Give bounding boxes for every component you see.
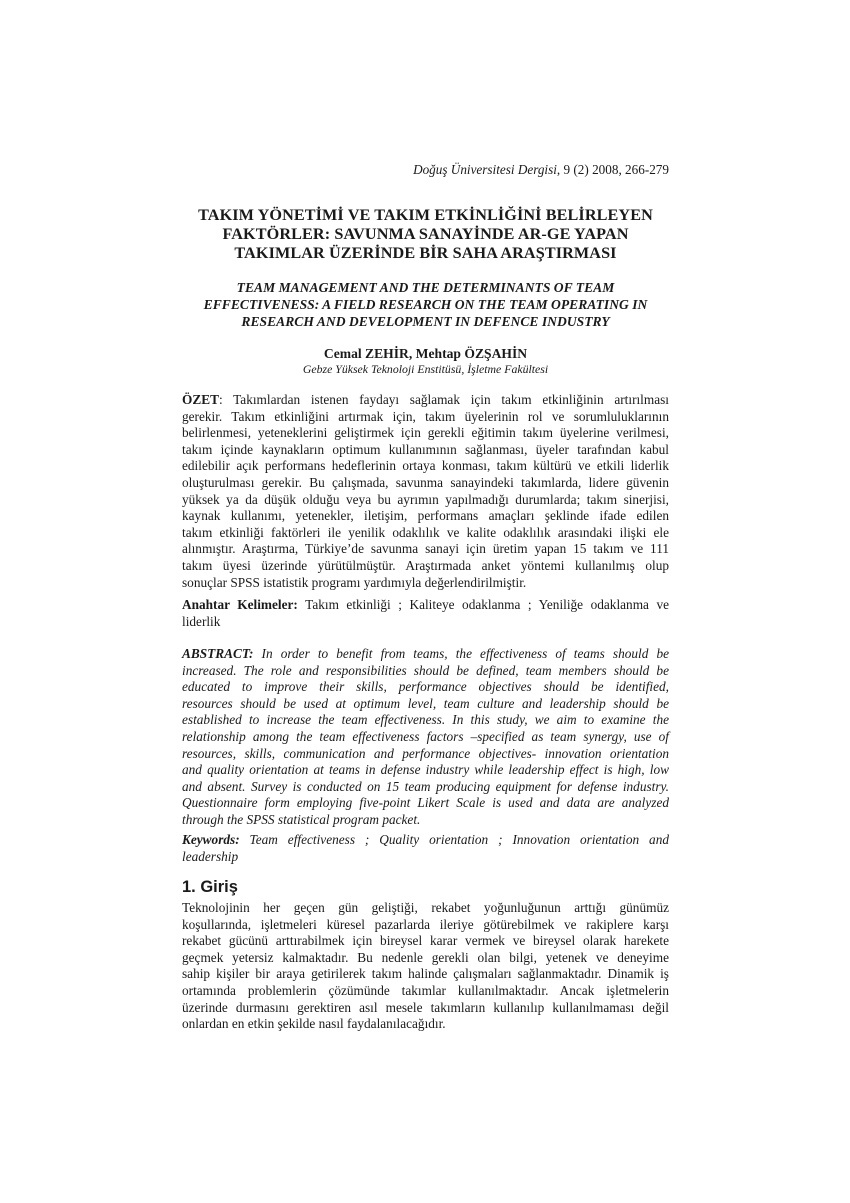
journal-header <box>413 162 669 178</box>
keywords-en-label: Keywords: <box>182 832 240 847</box>
affiliation: Gebze Yüksek Teknoloji Enstitüsü, İşletme Fakültesi <box>302 362 549 376</box>
ozet-line: gerekir. Takım etkinliğini artırmak için, takım üyelerinin rol ve sorumluluklarının <box>182 408 669 424</box>
abstract-line: relationship among the team effectiveness factors –specified as team synergy, use of <box>182 728 669 744</box>
ozet-label: ÖZET <box>182 392 219 407</box>
abstract-text: In order to benefit from teams, the effectiveness of teams should be <box>253 646 669 661</box>
journal-name: Doğuş Üniversitesi Dergisi <box>413 162 557 177</box>
keywords-turkish <box>182 597 669 630</box>
ozet-line: belirlenmesi, yeteneklerini geliştirmek için gerekli eğitimin takım üyelerine verilmesi, <box>182 425 669 441</box>
intro-line: ortamında problemlerin çözümünde takımlar kullanılmaktadır. Ancak işletmelerin <box>182 982 669 998</box>
title-tr-line: TAKIMLAR ÜZERİNDE BİR SAHA ARAŞTIRMASI <box>234 244 617 262</box>
ozet-line: kaynak kullanımı, yetenekler, iletişim, performans amaçları şeklinde ifade edilen <box>182 508 669 524</box>
ozet-line: takım etkinliği faktörleri ile yenilik odaklılık ve kalite odaklılık arasındaki ilişki ele <box>182 524 669 540</box>
intro-line: sahip kişiler bir araya getirilerek takım halinde çalışmaları sağlanmaktadır. Dinamik iş <box>182 966 669 982</box>
abstract-line: established to increase the team effectiveness. In this study, we aim to examine the <box>182 712 669 728</box>
intro-line: geçmek yetersiz kalmaktadır. Bu nedenle gerekli olan bilgi, yetenek ve deneyime <box>182 949 669 965</box>
keywords-tr-line <box>182 597 669 614</box>
keywords-en-line <box>182 832 669 849</box>
ozet-line: alınmıştır. Araştırma, Türkiye’de savunma sanayi için üretim yapan 15 takım ve 111 <box>182 541 669 557</box>
keywords-tr-label: Anahtar Kelimeler: <box>182 597 298 612</box>
title-tr-line: TAKIM YÖNETİMİ VE TAKIM ETKİNLİĞİNİ BELİRLEYEN <box>198 206 653 224</box>
title-en-line: RESEARCH AND DEVELOPMENT IN DEFENCE INDUSTRY <box>241 314 610 329</box>
ozet-line: takım üyesi üzerinde yürütülmüştür. Araştırmada anket yöntemi kullanılmış olup <box>182 557 669 573</box>
abstract-label: ABSTRACT: <box>182 646 254 661</box>
ozet-paragraph <box>182 392 669 591</box>
section-title: 1. Giriş <box>182 878 238 896</box>
abstract-paragraph <box>182 646 669 829</box>
keywords-tr-line: liderlik <box>182 613 221 629</box>
title-tr-line: FAKTÖRLER: SAVUNMA SANAYİNDE AR-GE YAPAN <box>222 225 629 243</box>
intro-paragraph <box>182 900 669 1033</box>
abstract-line: and quality orientation at teams in defense industry while leadership effect is high, low <box>182 762 669 778</box>
abstract-line: resources, skills, communication and performance objectives- innovation orientation <box>182 745 669 761</box>
ozet-line: sonuçlar SPSS istatistik programı yardımıyla değerlendirilmiştir. <box>182 574 527 590</box>
ozet-text: : Takımlardan istenen faydayı sağlamak için takım etkinliğinin artırılması <box>218 392 669 407</box>
ozet-line: yüksek ya da düşük olduğu veya bu ayrımın yapılmadığı durumlarda; takım sinerjisi, <box>182 491 669 507</box>
abstract-line: through the SPSS statistical program packet. <box>182 811 421 827</box>
intro-line: onlardan en etkin şekilde nasıl faydalanılacağıdır. <box>182 1016 446 1032</box>
ozet-line: edilebilir açık performans hedeflerinin ortaya konması, takım kültürü ve etkili liderlik <box>182 458 669 474</box>
abstract-line: educated to improve their skills, performance objectives should be identified, <box>182 679 669 695</box>
abstract-line: and absent. Survey is conducted on 15 team producing equipment for defense industry. <box>182 778 669 794</box>
keywords-en-text: Team effectiveness ; Quality orientation ; Innovation orientation and <box>239 832 669 847</box>
title-english <box>182 279 669 330</box>
keywords-en-line: leadership <box>182 848 239 864</box>
title-en-line: EFFECTIVENESS: A FIELD RESEARCH ON THE TEAM OPERATING IN <box>203 297 648 312</box>
abstract-line: resources should be used at optimum level, team culture and leadership should be <box>182 695 669 711</box>
ozet-line: oluşturulması gerekir. Bu çalışmada, savunma sanayindeki takımlarda, lidere güvenin <box>182 474 669 490</box>
ozet-line: takım içinde kaynakların optimum kullanımının sağlanması, üyeler tarafından kabul <box>182 441 669 457</box>
abstract-line: increased. The role and responsibilities should be defined, team members should be <box>182 662 669 678</box>
keywords-tr-text: Takım etkinliği ; Kaliteye odaklanma ; Yeniliğe odaklanma ve <box>297 597 670 612</box>
title-turkish <box>182 206 669 263</box>
intro-line: Teknolojinin her geçen gün geliştiği, rekabet yoğunluğunun arttığı günümüz <box>182 900 669 915</box>
ozet-line <box>182 392 669 409</box>
journal-citation: , 9 (2) 2008, 266-279 <box>556 162 669 177</box>
intro-line: koşullarında, işletmeleri küresel pazarlarda ileriye götürebilmek ve rakiplere karşı <box>182 916 669 932</box>
abstract-line <box>182 646 669 663</box>
authors: Cemal ZEHİR, Mehtap ÖZŞAHİN <box>323 346 528 361</box>
intro-line: üzerinde durmasını gerektiren asıl mesele takımların kullanılıp kullanılmaması değil <box>182 999 669 1015</box>
keywords-english <box>182 832 669 865</box>
abstract-line: Questionnaire form employing five-point Likert Scale is used and data are analyzed <box>182 795 669 811</box>
intro-line: rekabet gücünü arttırabilmek için bireysel karar vermek ve bireysel olarak harekete <box>182 933 669 949</box>
title-en-line: TEAM MANAGEMENT AND THE DETERMINANTS OF TEAM <box>236 280 615 295</box>
